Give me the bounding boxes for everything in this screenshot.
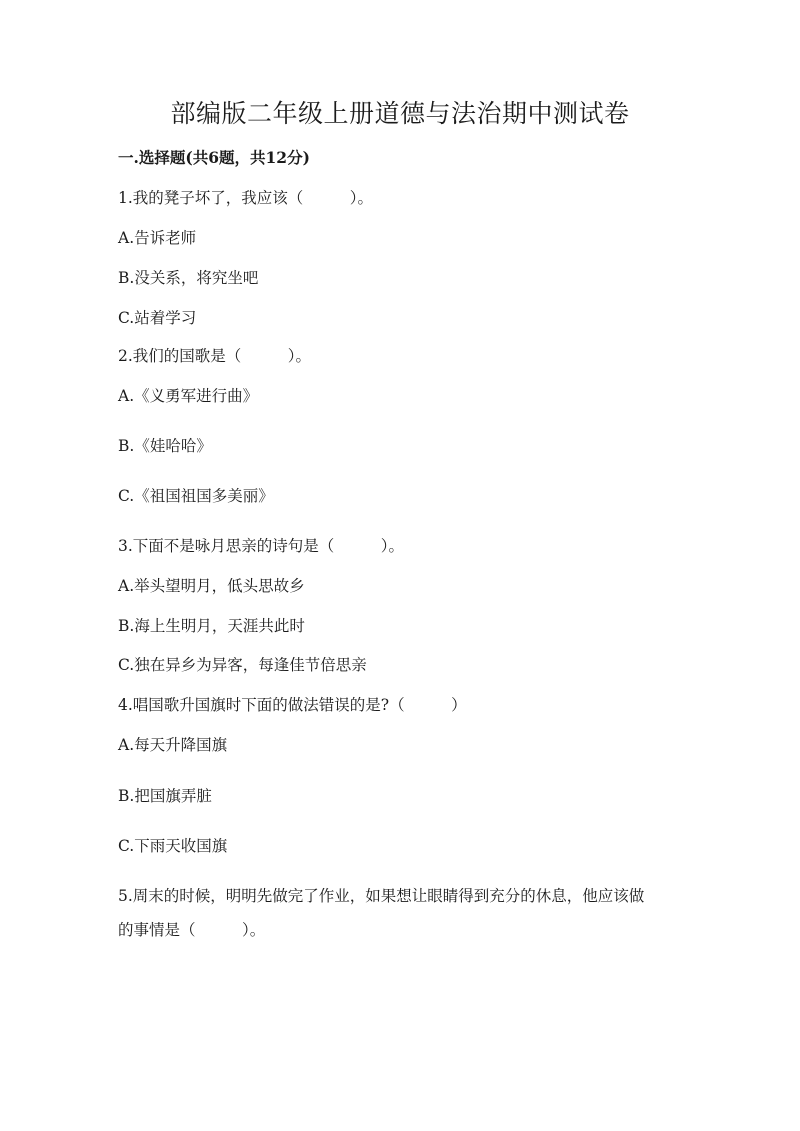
question-4-option-c: C.下雨天收国旗 [118,837,228,855]
question-2-stem: 2.我们的国歌是（ ）。 [118,347,312,365]
question-4-option-a: A.每天升降国旗 [118,736,228,754]
question-4-stem: 4.唱国歌升国旗时下面的做法错误的是?（ ） [118,696,467,714]
question-1-option-b: B.没关系，将究坐吧 [118,269,259,287]
question-1-option-a: A.告诉老师 [118,229,197,247]
section-heading: 一.选择题(共6题，共12分) [118,148,310,167]
question-2-option-b: B.《娃哈哈》 [118,437,212,455]
question-5-stem-continued: 的事情是（ ）。 [118,921,266,939]
question-3-option-a: A.举头望明月，低头思故乡 [118,577,305,595]
question-5-stem: 5.周末的时候，明明先做完了作业，如果想让眼睛得到充分的休息，他应该做 [118,887,645,905]
page-title: 部编版二年级上册道德与法治期中测试卷 [170,99,630,128]
question-3-option-b: B.海上生明月，天涯共此时 [118,617,305,635]
question-3-stem: 3.下面不是咏月思亲的诗句是（ ）。 [118,537,405,555]
question-2-option-c: C.《祖国祖国多美丽》 [118,487,274,505]
question-4-option-b: B.把国旗弄脏 [118,787,212,805]
question-3-option-c: C.独在异乡为异客，每逢佳节倍思亲 [118,656,367,674]
question-1-stem: 1.我的凳子坏了，我应该（ ）。 [118,189,374,207]
question-1-option-c: C.站着学习 [118,309,197,327]
question-2-option-a: A.《义勇军进行曲》 [118,387,259,405]
